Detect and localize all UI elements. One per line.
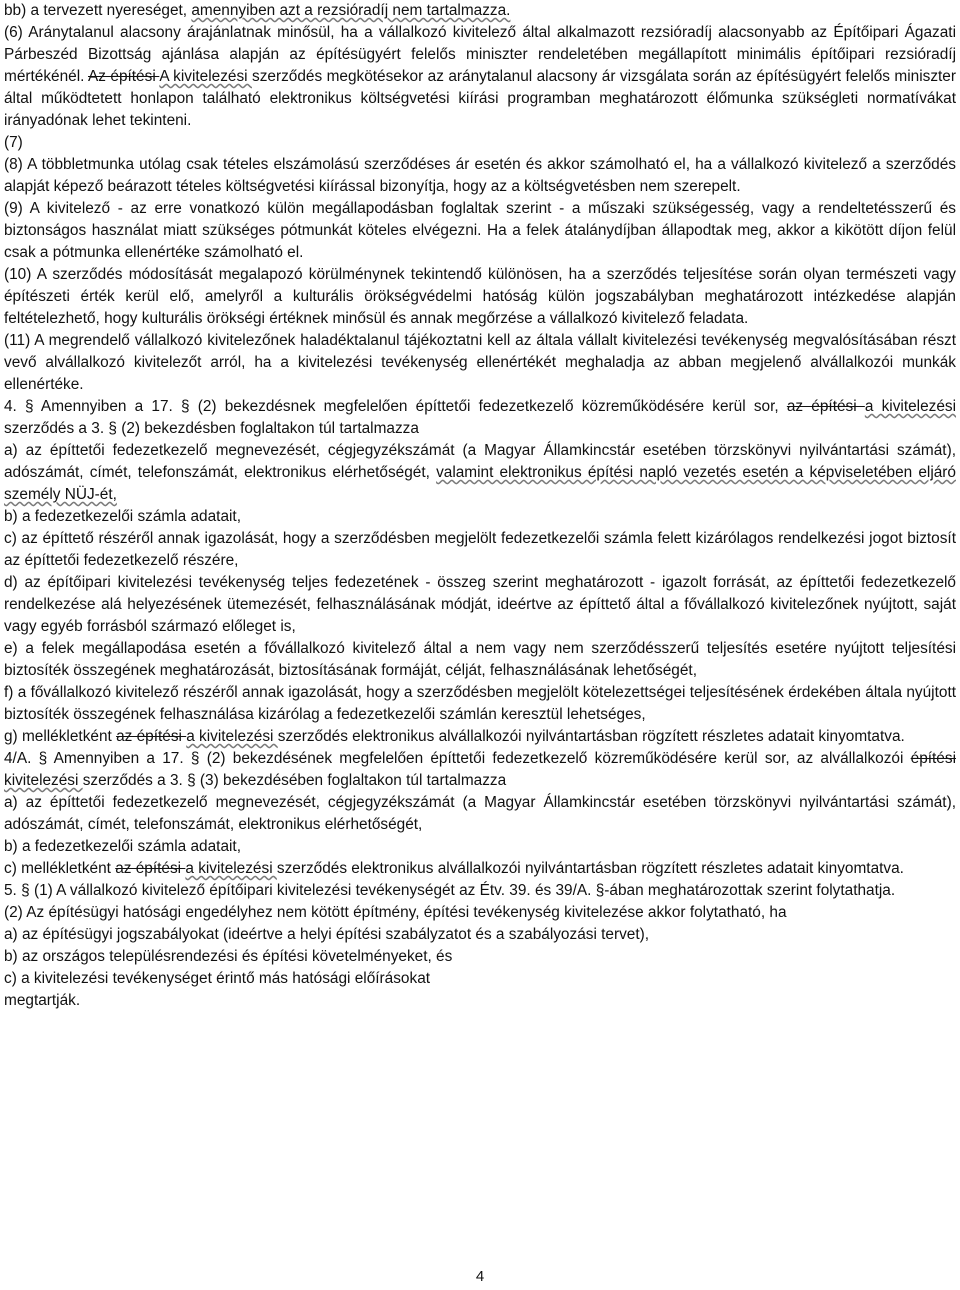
paragraph bbox=[4, 396, 956, 440]
text-run: c) a kivitelezési tevékenységet érintő más hatósági előírásokat bbox=[4, 970, 431, 987]
paragraph bbox=[4, 330, 956, 396]
text-run: a) az építtetői fedezetkezelő megnevezését, cégjegyzékszámát (a Magyar Államkincstár esetében törzskönyvi nyilvántartási számát), adószámát, címét, telefonszámát, elektronikus elérhetőségét, bbox=[4, 442, 956, 481]
paragraph bbox=[4, 154, 956, 198]
page-number: 4 bbox=[475, 1268, 485, 1285]
text-run: (7) bbox=[4, 134, 23, 151]
text-run: b) az országos településrendezési és építési követelményeket, és bbox=[4, 948, 453, 965]
paragraph bbox=[4, 902, 956, 924]
deleted-text: az építési bbox=[115, 860, 186, 877]
text-run: szerződés a 3. § (3) bekezdésében foglaltakon túl tartalmazza bbox=[82, 772, 507, 789]
paragraph bbox=[4, 572, 956, 638]
text-run: szerződés megkötésekor az aránytalanul alacsony ár vizsgálata során az építésügyért felelős miniszter által működtetett honlapon található elektronikus költségvetési kiírási programban meghatározott élőmunka szükségleti normatívákat irányadónak lehet tekinteni. bbox=[4, 68, 956, 129]
paragraph bbox=[4, 990, 956, 1012]
text-run: megtartják. bbox=[4, 992, 81, 1009]
deleted-text: az építési bbox=[786, 398, 865, 415]
text-run: szerződés a 3. § (2) bekezdésben foglaltakon túl tartalmazza bbox=[4, 420, 419, 437]
paragraph bbox=[4, 792, 956, 836]
paragraph bbox=[4, 440, 956, 506]
inserted-text: valamint elektronikus építési napló vezetés esetén a képviseletében eljáró személy NÜJ-ét, bbox=[4, 464, 956, 503]
text-run: b) a fedezetkezelői számla adatait, bbox=[4, 838, 241, 855]
document-page bbox=[4, 0, 956, 1012]
text-run: d) az építőipari kivitelezési tevékenység teljes fedezetének - összeg szerint meghatározott - igazolt forrását, az építtetői fedezetkezelő rendelkezése alá helyezésének ütemezését, felhasználásának módját, ideértve az építtető által a fővállalkozó kivitelezőnek nyújtott, saját vagy egyéb forrásból származó előleget is, bbox=[4, 574, 956, 635]
paragraph bbox=[4, 0, 956, 22]
deleted-text: az építési bbox=[116, 728, 187, 745]
text-run: a) az építtetői fedezetkezelő megnevezését, cégjegyzékszámát (a Magyar Államkincstár esetében törzskönyvi nyilvántartási számát), adószámát, címét, telefonszámát, elektronikus elérhetőségét, bbox=[4, 794, 956, 833]
text-run: c) az építtető részéről annak igazolását, hogy a szerződésben megjelölt fedezetkezelői számla felett kizárólagos rendelkezési jogot biztosít az építtetői fedezetkezelő részére, bbox=[4, 530, 956, 569]
text-run: (11) A megrendelő vállalkozó kivitelezőnek haladéktalanul tájékoztatni kell az általa vállalt kivitelezési tevékenység megvalósításában részt vevő alvállalkozó kivitelezőt arról, ha a kivitelezési tevékenység ellenértékét meghaladja az abban megjelenő alvállalkozói munkák ellenértéke. bbox=[4, 332, 956, 393]
text-run: (9) A kivitelező - az erre vonatkozó külön megállapodásban foglaltak szerint - a műszaki szükségesség, vagy a rendeltetésszerű és biztonságos használat miatt szükséges pótmunkát köteles elvégezni. Ha a felek átalánydíjban állapodtak meg, akkor a kikötött díjon felül csak a pótmunka ellenértéke számolható el. bbox=[4, 200, 956, 261]
text-run: szerződés elektronikus alvállalkozói nyilvántartásban rögzített részletes adatait kinyomtatva. bbox=[276, 860, 904, 877]
paragraph bbox=[4, 924, 956, 946]
paragraph bbox=[4, 682, 956, 726]
inserted-text: A kivitelezési bbox=[159, 68, 252, 85]
text-run: f) a fővállalkozó kivitelező részéről annak igazolását, hogy a szerződésben megjelölt kötelezettségei teljesítésének érdekében általa nyújtott biztosíték összegének felhasználása kizárólag a fedezetkezelői számlán keresztül lehetséges, bbox=[4, 684, 956, 723]
text-run: 4. § Amennyiben a 17. § (2) bekezdésnek megfelelően építtetői fedezetkezelő közreműködésére kerül sor, bbox=[4, 398, 787, 415]
text-run: (2) Az építésügyi hatósági engedélyhez nem kötött építmény, építési tevékenység kivitelezése akkor folytatható, ha bbox=[4, 904, 787, 921]
document-body bbox=[4, 0, 956, 1012]
paragraph bbox=[4, 638, 956, 682]
paragraph bbox=[4, 198, 956, 264]
deleted-text: építési bbox=[910, 750, 956, 767]
text-run: g) mellékletként bbox=[4, 728, 117, 745]
paragraph bbox=[4, 132, 956, 154]
text-run: bb) a tervezett nyereséget, bbox=[4, 2, 192, 19]
text-run: b) a fedezetkezelői számla adatait, bbox=[4, 508, 241, 525]
text-run: 4/A. § Amennyiben a 17. § (2) bekezdésének megfelelően építtetői fedezetkezelő közreműködésére kerül sor, az alvállalkozói bbox=[4, 750, 911, 767]
paragraph bbox=[4, 726, 956, 748]
paragraph bbox=[4, 748, 956, 792]
paragraph bbox=[4, 880, 956, 902]
inserted-text: kivitelezési bbox=[4, 772, 83, 789]
inserted-text: a kivitelezési bbox=[864, 398, 957, 415]
paragraph bbox=[4, 506, 956, 528]
inserted-text: amennyiben azt a rezsióradíj nem tartalmazza. bbox=[191, 2, 511, 19]
text-run: a) az építésügyi jogszabályokat (ideértve a helyi építési szabályzatot és a szabályozási tervet), bbox=[4, 926, 650, 943]
inserted-text: a kivitelezési bbox=[185, 860, 277, 877]
text-run: e) a felek megállapodása esetén a fővállalkozó kivitelező által a nem vagy nem szerződésszerű teljesítés esetére nyújtott teljesítési biztosíték összegének meghatározását, biztosításának formáját, célját, felhasználásának lehetőségét, bbox=[4, 640, 956, 679]
text-run: c) mellékletként bbox=[4, 860, 116, 877]
paragraph bbox=[4, 968, 956, 990]
deleted-text: Az építési bbox=[88, 68, 160, 85]
text-run: (6) Aránytalanul alacsony árajánlatnak minősül, ha a vállalkozó kivitelező által alkalmazott rezsióradíj alacsonyabb az Építőipari Ágazati Párbeszéd Bizottság ajánlása alapján az építésügyért felelős miniszter rendeletében megállapított minimális építőipari rezsióradíj mértékénél. bbox=[4, 24, 956, 85]
paragraph bbox=[4, 22, 956, 132]
text-run: (8) A többletmunka utólag csak tételes elszámolású szerződéses ár esetén és akkor számolható el, ha a vállalkozó kivitelező a szerződés alapját képező beárazott tételes költségvetési kiírással bizonyítja, hogy az a költségvetésben nem szerepelt. bbox=[4, 156, 956, 195]
paragraph bbox=[4, 528, 956, 572]
text-run: (10) A szerződés módosítását megalapozó körülménynek tekintendő különösen, ha a szerződés teljesítése során olyan természeti vagy építészeti érték kerül elő, amelyről a kulturális örökségvédelmi hatóság külön jogszabályban meghatározott intézkedése alapján feltételezhető, hogy kulturális örökségi értéknek minősül és annak megőrzése a vállalkozó kivitelező feladata. bbox=[4, 266, 956, 327]
inserted-text: a kivitelezési bbox=[186, 728, 278, 745]
paragraph bbox=[4, 946, 956, 968]
text-run: szerződés elektronikus alvállalkozói nyilvántartásban rögzített részletes adatait kinyomtatva. bbox=[277, 728, 905, 745]
paragraph bbox=[4, 264, 956, 330]
paragraph bbox=[4, 858, 956, 880]
text-run: 5. § (1) A vállalkozó kivitelező építőipari kivitelezési tevékenységét az Étv. 39. és 39/A. §-ában meghatározottak szerint folytathatja. bbox=[4, 882, 896, 899]
paragraph bbox=[4, 836, 956, 858]
